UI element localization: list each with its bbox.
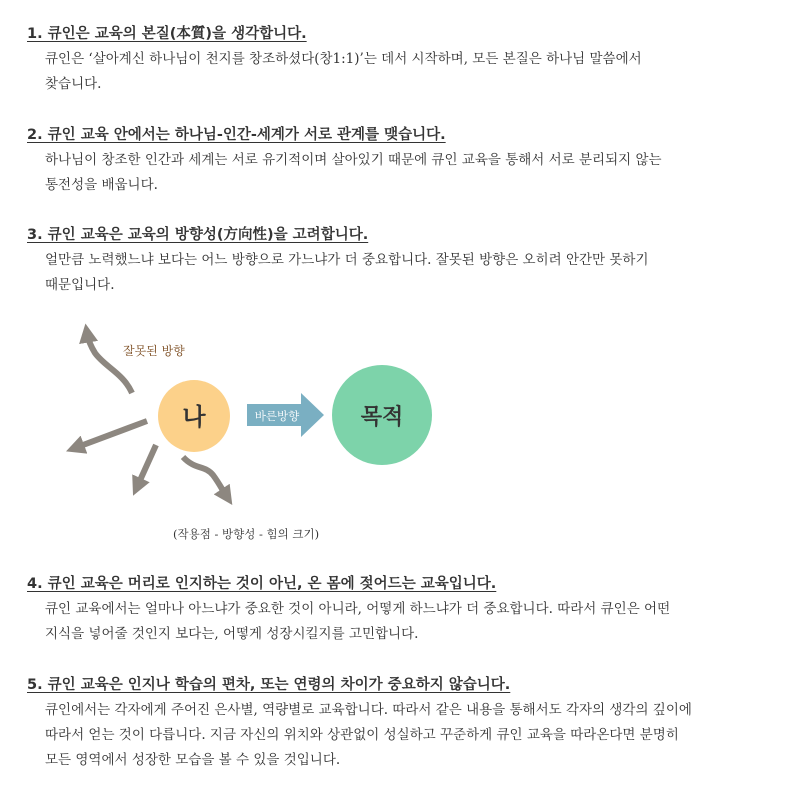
section-heading: 4. 큐인 교육은 머리로 인지하는 것이 아닌, 온 몸에 젖어드는 교육입니다.	[27, 576, 497, 592]
right-direction-label: 바른방향	[254, 409, 300, 423]
body-line: 따라서 얻는 것이 다릅니다. 지금 자신의 위치와 상관없이 성실하고 꾸준하게 큐인 교육을 따라온다면 분명히	[45, 727, 679, 743]
wrong-arrow-down	[137, 445, 156, 487]
section-5	[27, 675, 767, 773]
section-heading: 5. 큐인 교육은 인지나 학습의 편차, 또는 연령의 차이가 중요하지 않습니다.	[27, 677, 511, 693]
section-body	[27, 698, 767, 773]
wrong-arrow-down-right	[183, 457, 227, 497]
section-1	[27, 24, 767, 97]
body-line: 얼만큼 노력했느냐 보다는 어느 방향으로 가느냐가 더 중요합니다. 잘못된 방향은 오히려 안간만 못하기	[45, 252, 649, 268]
goal-label: 목적	[360, 405, 404, 430]
section-body	[27, 47, 767, 97]
diagram-svg	[55, 315, 455, 555]
body-line: 하나님이 창조한 인간과 세계는 서로 유기적이며 살아있기 때문에 큐인 교육을 통해서 서로 분리되지 않는	[45, 152, 662, 168]
body-line: 큐인에서는 각자에게 주어진 은사별, 역량별로 교육합니다. 따라서 같은 내용을 통해서도 각자의 생각의 깊이에	[45, 702, 692, 718]
body-line: 큐인은 ‘살아계신 하나님이 천지를 창조하셨다(창1:1)’는 데서 시작하며, 모든 본질은 하나님 말씀에서	[45, 51, 642, 67]
wrong-arrow-up	[87, 333, 132, 393]
body-line: 모든 영역에서 성장한 모습을 볼 수 있을 것입니다.	[45, 752, 341, 768]
section-heading: 3. 큐인 교육은 교육의 방향성(方向性)을 고려합니다.	[27, 227, 369, 243]
section-3	[27, 225, 767, 298]
body-line: 찾습니다.	[45, 76, 102, 92]
body-line: 큐인 교육에서는 얼마나 아느냐가 중요한 것이 아니라, 어떻게 하느냐가 더 중요합니다. 따라서 큐인은 어떤	[45, 601, 671, 617]
wrong-arrow-left	[75, 421, 147, 448]
section-heading: 1. 큐인은 교육의 본질(本質)을 생각합니다.	[27, 26, 307, 42]
wrong-direction-label: 잘못된 방향	[123, 344, 185, 358]
diagram-caption: (작용점 - 방향성 - 힘의 크기)	[173, 527, 320, 541]
section-heading: 2. 큐인 교육 안에서는 하나님-인간-세계가 서로 관계를 맺습니다.	[27, 127, 446, 143]
section-body	[27, 597, 767, 647]
section-2	[27, 125, 767, 198]
me-label: 나	[182, 403, 206, 431]
section-4	[27, 574, 767, 647]
direction-diagram	[55, 315, 455, 555]
section-body	[27, 148, 767, 198]
body-line: 통전성을 배웁니다.	[45, 177, 158, 193]
section-body	[27, 248, 767, 298]
body-line: 때문입니다.	[45, 277, 115, 293]
body-line: 지식을 넣어줄 것인지 보다는, 어떻게 성장시킬지를 고민합니다.	[45, 626, 419, 642]
